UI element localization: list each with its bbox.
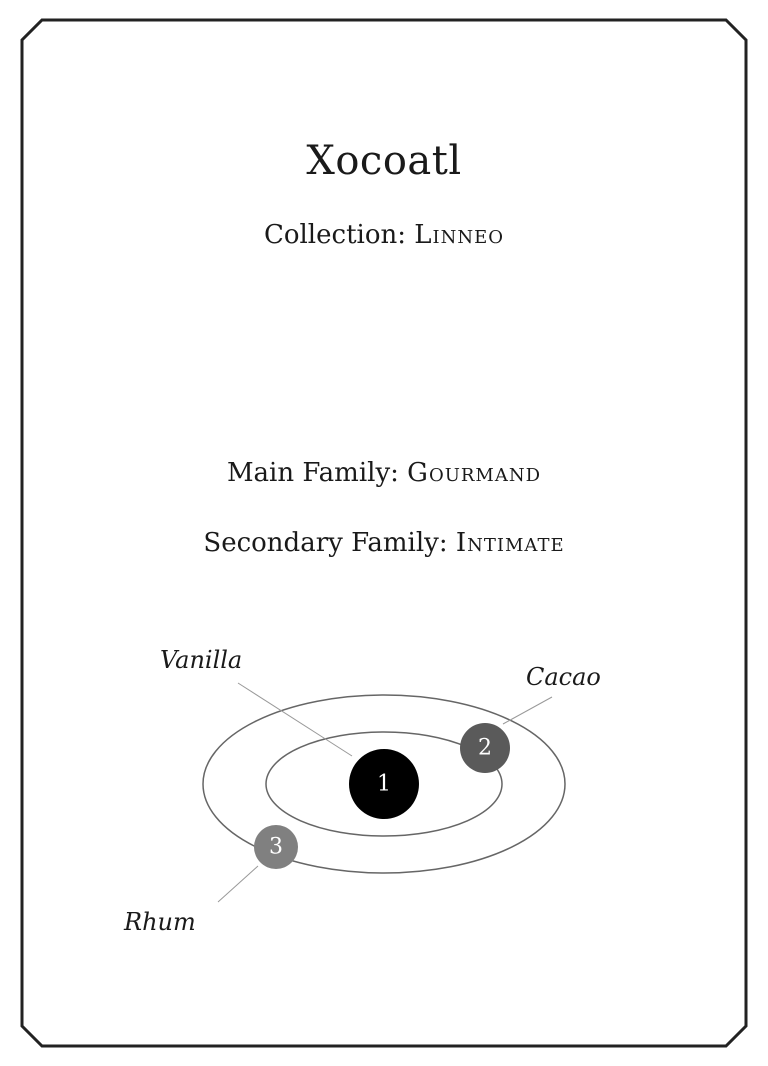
note-rank-1: 1 [377,771,391,797]
note-label-vanilla: Vanilla [160,646,243,674]
secondary-family-label: Secondary Family: [203,528,448,558]
leader-line-cacao [503,697,552,724]
note-label-rhum: Rhum [124,908,196,936]
note-rank-3: 3 [269,834,283,860]
main-family-value: Gourmand [407,458,542,488]
collection-value: Linneo [414,220,505,250]
collection-label: Collection: [263,220,406,250]
secondary-family-value: Intimate [455,528,565,558]
leader-line-rhum [218,866,258,902]
main-family-label: Main Family: [226,458,399,488]
fragrance-title: Xocoatl [306,138,462,184]
leader-line-vanilla [238,683,352,756]
note-label-cacao: Cacao [526,663,601,691]
note-rank-2: 2 [478,735,492,761]
